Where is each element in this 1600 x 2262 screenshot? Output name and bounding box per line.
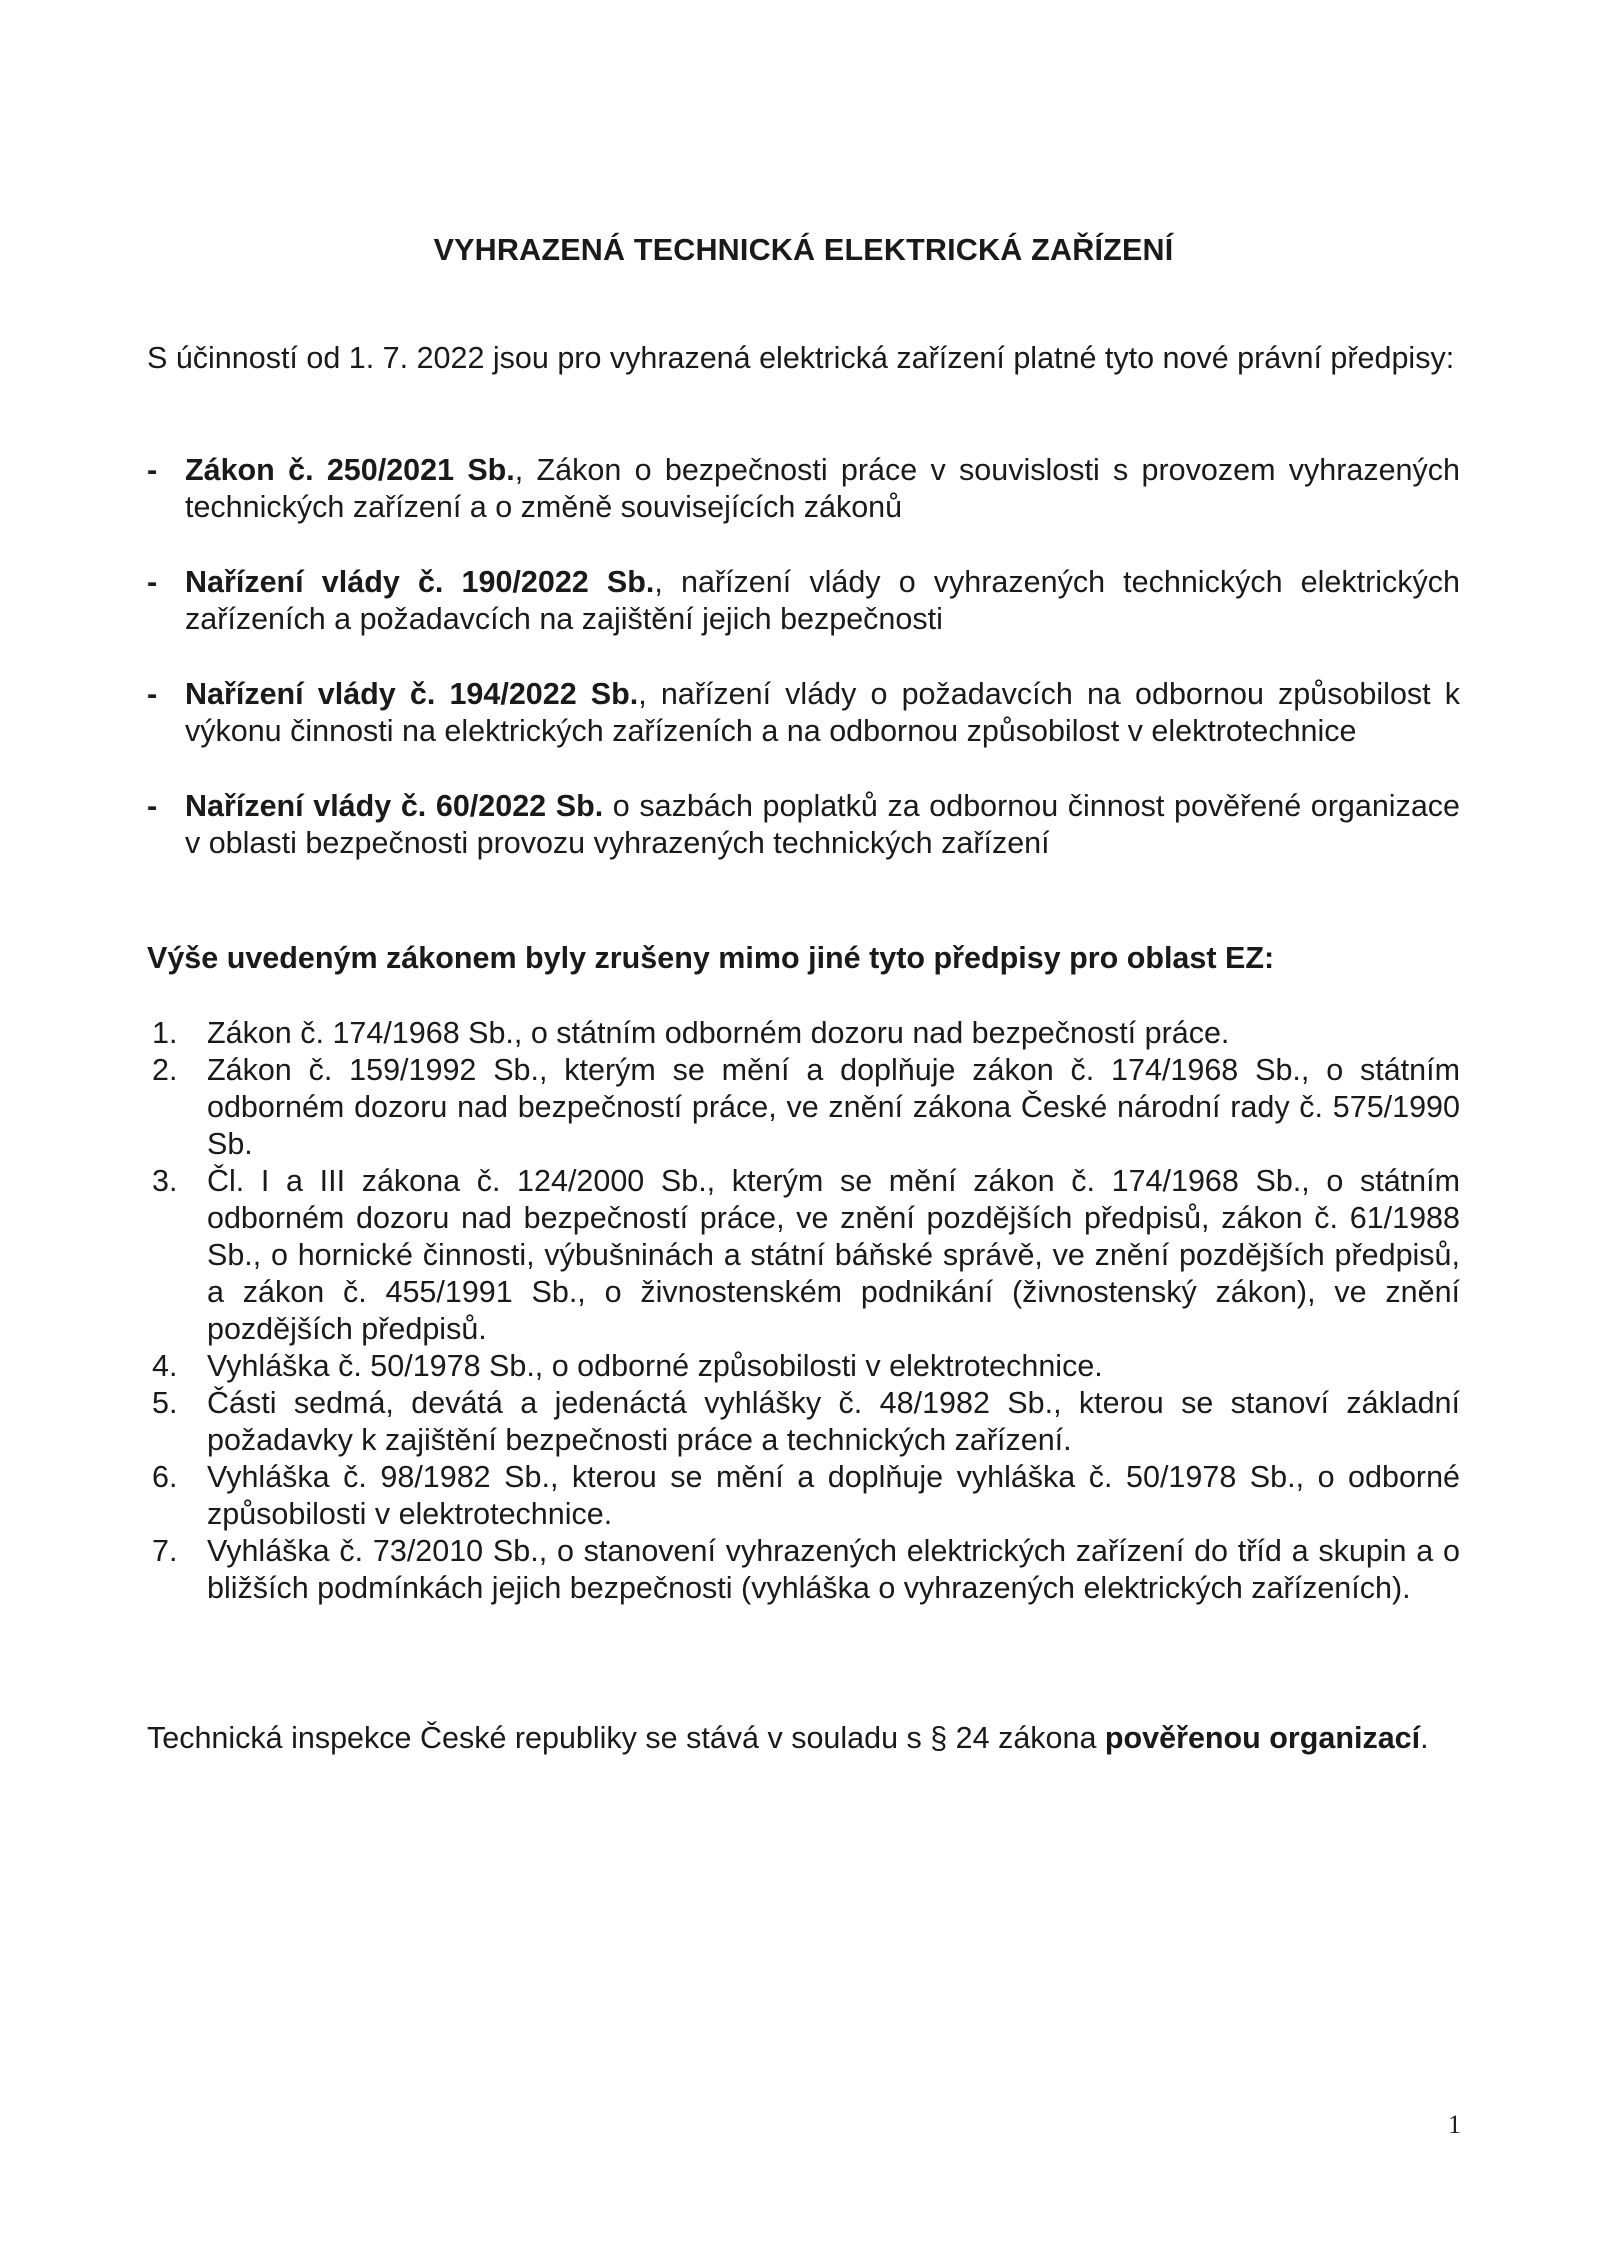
repealed-item	[147, 1052, 1460, 1163]
repealed-list	[147, 1015, 1460, 1607]
regulation-description: , Zákon o bezpečnosti práce v souvislosti s provozem vyhrazených technických zařízení a o změně souvisejících zákonů	[185, 453, 1460, 524]
item-number: 2.	[152, 1053, 178, 1087]
repealed-item	[147, 1015, 1460, 1052]
intro-paragraph: S účinností od 1. 7. 2022 jsou pro vyhrazená elektrická zařízení platné tyto nové právní předpisy:	[147, 341, 1455, 375]
repealed-item	[147, 1533, 1460, 1607]
item-text: Vyhláška č. 73/2010 Sb., o stanovení vyhrazených elektrických zařízení do tříd a skupin a o bližších podmínkách jejich bezpečnosti (vyhláška o vyhrazených elektrických zařízeních).	[207, 1534, 1460, 1605]
repealed-item	[147, 1163, 1460, 1348]
item-number: 6.	[152, 1460, 178, 1494]
regulation-item	[147, 452, 1460, 526]
item-text: Zákon č. 174/1968 Sb., o státním odborném dozoru nad bezpečností práce.	[207, 1016, 1230, 1050]
bullet-dash: -	[147, 677, 158, 711]
regulation-title: Nařízení vlády č. 190/2022 Sb.	[185, 565, 655, 599]
repealed-item	[147, 1348, 1460, 1385]
closing-emphasis: pověřenou organizací	[1104, 1721, 1421, 1755]
repealed-item	[147, 1459, 1460, 1533]
regulation-description: , nařízení vlády o požadavcích na odbornou způsobilost k výkonu činnosti na elektrických zařízeních a na odbornou způsobilost v elektrotechnice	[185, 677, 1461, 748]
regulation-item	[147, 676, 1460, 750]
regulation-item	[147, 788, 1460, 862]
closing-paragraph	[147, 1720, 1460, 1757]
page-number: 1	[1448, 2110, 1461, 2139]
regulation-description: o sazbách poplatků za odbornou činnost pověřené organizace v oblasti bezpečnosti provozu vyhrazených technických zařízení	[185, 789, 1461, 860]
item-text: Vyhláška č. 50/1978 Sb., o odborné způsobilosti v elektrotechnice.	[207, 1349, 1103, 1383]
item-number: 3.	[152, 1164, 178, 1198]
bullet-dash: -	[147, 789, 158, 823]
repealed-item	[147, 1385, 1460, 1459]
item-text: Vyhláška č. 98/1982 Sb., kterou se mění a doplňuje vyhláška č. 50/1978 Sb., o odborné způsobilosti v elektrotechnice.	[207, 1460, 1460, 1531]
document-title: VYHRAZENÁ TECHNICKÁ ELEKTRICKÁ ZAŘÍZENÍ	[433, 233, 1174, 267]
regulations-list	[147, 452, 1460, 900]
item-number: 1.	[152, 1016, 178, 1050]
item-text: Části sedmá, devátá a jedenáctá vyhlášky č. 48/1982 Sb., kterou se stanoví základní požadavky k zajištění bezpečnosti práce a technických zařízení.	[207, 1386, 1460, 1457]
repealed-heading: Výše uvedeným zákonem byly zrušeny mimo jiné tyto předpisy pro oblast EZ:	[147, 941, 1275, 975]
bullet-dash: -	[147, 453, 158, 487]
regulation-title: Nařízení vlády č. 60/2022 Sb.	[185, 789, 604, 823]
item-number: 5.	[152, 1386, 178, 1420]
item-number: 7.	[152, 1534, 178, 1568]
item-number: 4.	[152, 1349, 178, 1383]
regulation-title: Nařízení vlády č. 194/2022 Sb.	[185, 677, 639, 711]
bullet-dash: -	[147, 565, 158, 599]
regulation-title: Zákon č. 250/2021 Sb.	[185, 453, 515, 487]
closing-text: Technická inspekce České republiky se stává v souladu s § 24 zákona	[147, 1721, 1105, 1755]
regulation-description: , nařízení vlády o vyhrazených technických elektrických zařízeních a požadavcích na zajištění jejich bezpečnosti	[185, 565, 1461, 636]
closing-period: .	[1420, 1721, 1429, 1755]
regulation-item	[147, 564, 1460, 638]
item-text: Zákon č. 159/1992 Sb., kterým se mění a doplňuje zákon č. 174/1968 Sb., o státním odborném dozoru nad bezpečností práce, ve znění zákona České národní rady č. 575/1990 Sb.	[207, 1053, 1460, 1161]
item-text: Čl. I a III zákona č. 124/2000 Sb., kterým se mění zákon č. 174/1968 Sb., o státním odborném dozoru nad bezpečností práce, ve znění pozdějších předpisů, zákon č. 61/1988 Sb., o hornické činnosti, výbušninách a státní báňské správě, ve znění pozdějších předpisů, a zákon č. 455/1991 Sb., o živnostenském podnikání (živnostenský zákon), ve znění pozdějších předpisů.	[207, 1164, 1460, 1346]
